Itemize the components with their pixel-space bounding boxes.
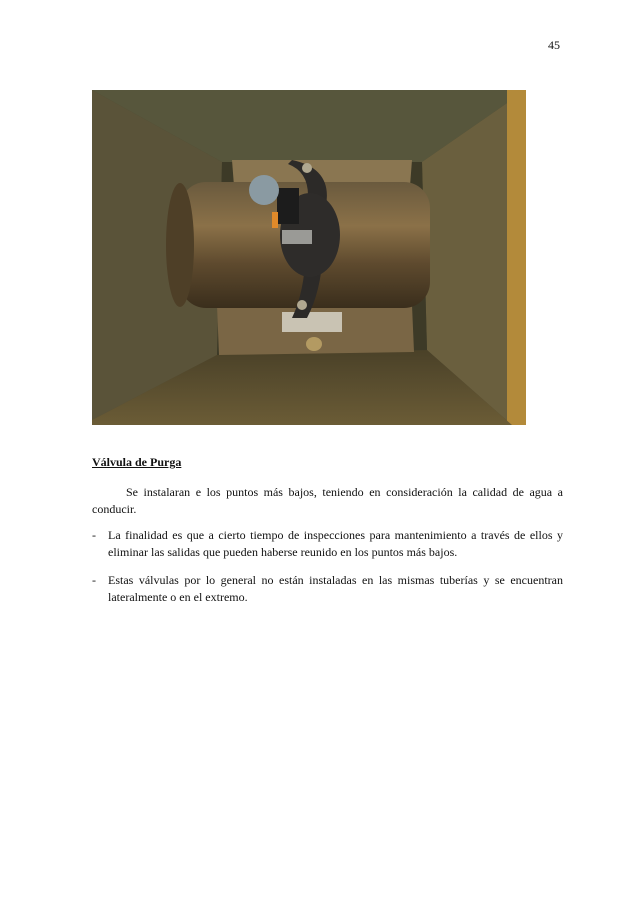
section-title: Válvula de Purga [92, 455, 182, 469]
bullet-text: La finalidad es que a cierto tiempo de inspecciones para mantenimiento a través de ellos y eliminar las salidas que pueden haberse reunido en los puntos más bajos. [108, 528, 563, 559]
purge-valve-photo [92, 90, 526, 425]
page-number: 45 [548, 38, 560, 52]
bullet-marker: - [92, 528, 96, 542]
bullet-list [92, 527, 563, 617]
bullet-text: Estas válvulas por lo general no están instaladas en las mismas tuberías y se encuentran lateralmente o en el extremo. [108, 573, 563, 604]
list-item [92, 572, 563, 606]
bullet-marker: - [92, 573, 96, 587]
list-item [92, 527, 563, 561]
intro-paragraph: Se instalaran e los puntos más bajos, teniendo en consideración la calidad de agua a conducir. [92, 485, 563, 516]
